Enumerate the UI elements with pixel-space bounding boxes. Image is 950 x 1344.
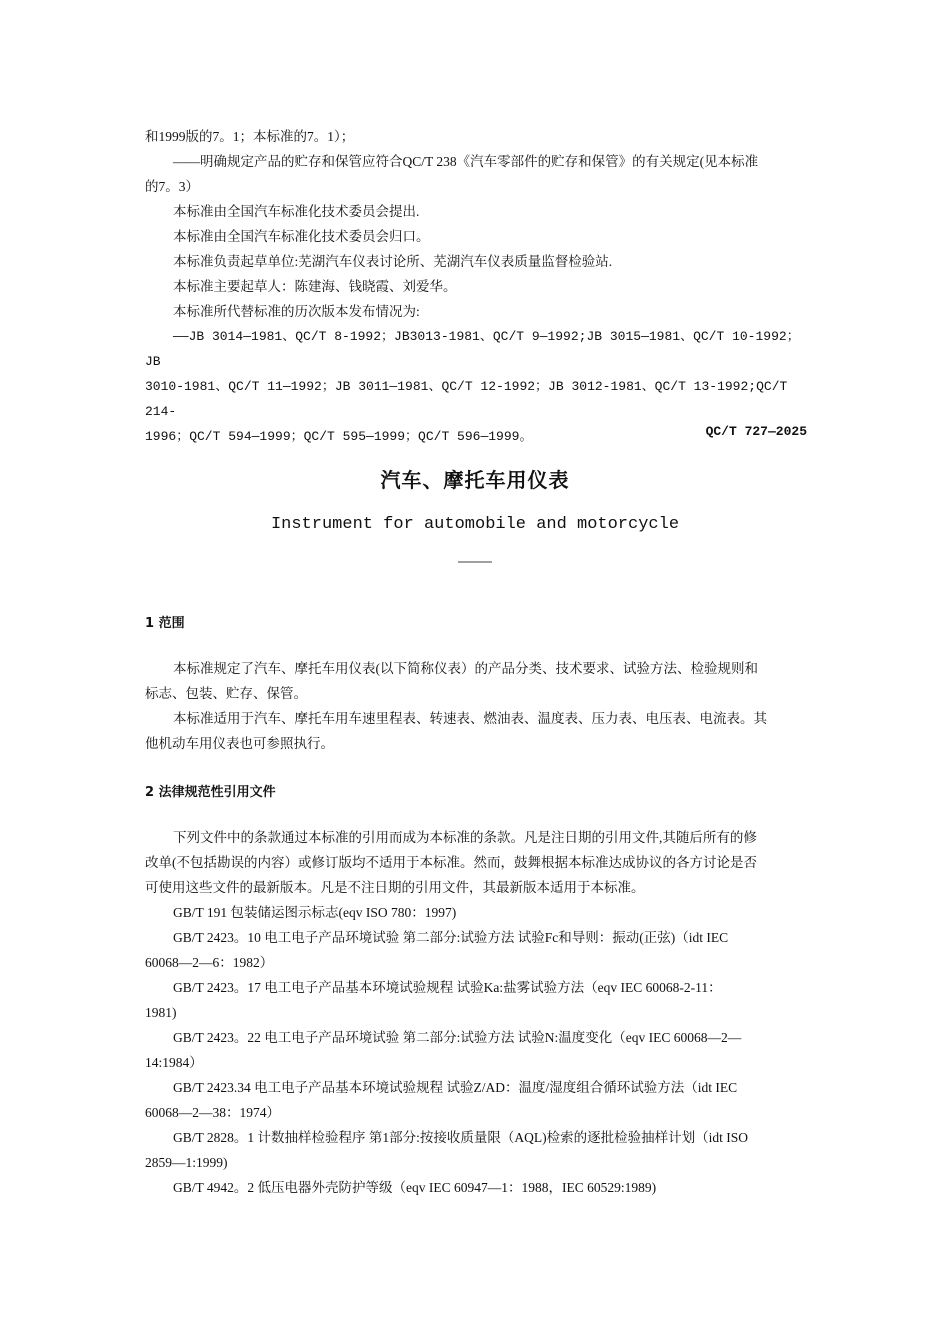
reference-line: 2859—1:1999) bbox=[145, 1155, 228, 1170]
section-1-body bbox=[145, 656, 807, 756]
foreword-line: 本标准负责起草单位:芜湖汽车仪表讨论所、芜湖汽车仪表质量监督检验站. bbox=[173, 254, 613, 269]
reference-line: GB/T 2828。1 计数抽样检验程序 第1部分:按接收质量限（AQL)检索的逐批检验抽样计划（idt ISO bbox=[173, 1130, 749, 1145]
reference-line: 1981) bbox=[145, 1005, 177, 1020]
foreword-line: 本标准由全国汽车标准化技术委员会归口。 bbox=[173, 229, 430, 244]
foreword-line: 本标准由全国汽车标准化技术委员会提出. bbox=[173, 204, 420, 219]
foreword-line: 本标准主要起草人：陈建海、钱晓霞、刘爱华。 bbox=[173, 279, 457, 294]
title-chinese: 汽车、摩托车用仪表 bbox=[380, 468, 570, 492]
reference-line: GB/T 2423.34 电工电子产品基本环境试验规程 试验Z/AD：温度/湿度组合循环试验方法（idt IEC bbox=[173, 1080, 738, 1095]
reference-line: GB/T 2423。10 电工电子产品环境试验 第二部分:试验方法 试验Fc和导则：振动(正弦)（idt IEC bbox=[173, 930, 729, 945]
foreword-line: 本标准所代替标准的历次版本发布情况为: bbox=[173, 304, 420, 319]
reference-line: 60068—2—38：1974） bbox=[145, 1105, 280, 1120]
reference-line: GB/T 2423。17 电工电子产品基本环境试验规程 试验Ka:盐雾试验方法（eqv IEC 60068-2-11： bbox=[173, 980, 722, 995]
foreword-line: 1996；QC/T 594—1999；QC/T 595—1999；QC/T 596—1999。 bbox=[145, 429, 533, 444]
body-line: 改单(不包括勘误的内容）或修订版均不适用于本标准。然而，鼓舞根据本标准达成协议的各方讨论是否 bbox=[145, 855, 757, 870]
reference-line: GB/T 191 包装储运图示标志(eqv ISO 780：1997) bbox=[173, 905, 457, 920]
standard-code: QC/T 727—2025 bbox=[705, 424, 807, 439]
section-2-body bbox=[145, 825, 807, 1200]
title-divider bbox=[458, 561, 492, 563]
reference-line: 14:1984） bbox=[145, 1055, 203, 1070]
foreword-line: 和1999版的7。1；本标准的7。1）； bbox=[145, 129, 355, 144]
reference-line: 60068—2—6：1982） bbox=[145, 955, 274, 970]
body-line: 标志、包装、贮存、保管。 bbox=[145, 686, 307, 701]
reference-line: GB/T 4942。2 低压电器外壳防护等级（eqv IEC 60947—1：1988，IEC 60529:1989) bbox=[173, 1180, 657, 1195]
foreword-block bbox=[145, 124, 807, 449]
section-1-heading: 1 范围 bbox=[145, 616, 185, 631]
title-english: Instrument for automobile and motorcycle bbox=[270, 515, 680, 534]
section-2-heading: 2 法律规范性引用文件 bbox=[145, 785, 276, 800]
reference-line: GB/T 2423。22 电工电子产品环境试验 第二部分:试验方法 试验N:温度变化（eqv IEC 60068—2— bbox=[173, 1030, 742, 1045]
body-line: 下列文件中的条款通过本标准的引用而成为本标准的条款。凡是注日期的引用文件,其随后所有的修 bbox=[173, 830, 757, 845]
body-line: 本标准规定了汽车、摩托车用仪表(以下简称仪表）的产品分类、技术要求、试验方法、检验规则和 bbox=[173, 661, 758, 676]
foreword-line: ——JB 3014—1981、QC/T 8-1992；JB3013-1981、QC/T 9—1992;JB 3015—1981、QC/T 10-1992；JB bbox=[145, 329, 800, 369]
body-line: 可使用这些文件的最新版本。凡是不注日期的引用文件，其最新版本适用于本标准。 bbox=[145, 880, 645, 895]
foreword-line: 3010-1981、QC/T 11—1992；JB 3011—1981、QC/T 12-1992；JB 3012-1981、QC/T 13-1992;QC/T 214- bbox=[145, 379, 788, 419]
foreword-line: ——明确规定产品的贮存和保管应符合QC/T 238《汽车零部件的贮存和保管》的有关规定(见本标准 bbox=[173, 154, 759, 169]
foreword-line: 的7。3） bbox=[145, 179, 199, 194]
body-line: 本标准适用于汽车、摩托车用车速里程表、转速表、燃油表、温度表、压力表、电压表、电流表。其 bbox=[173, 711, 767, 726]
body-line: 他机动车用仪表也可参照执行。 bbox=[145, 736, 334, 751]
